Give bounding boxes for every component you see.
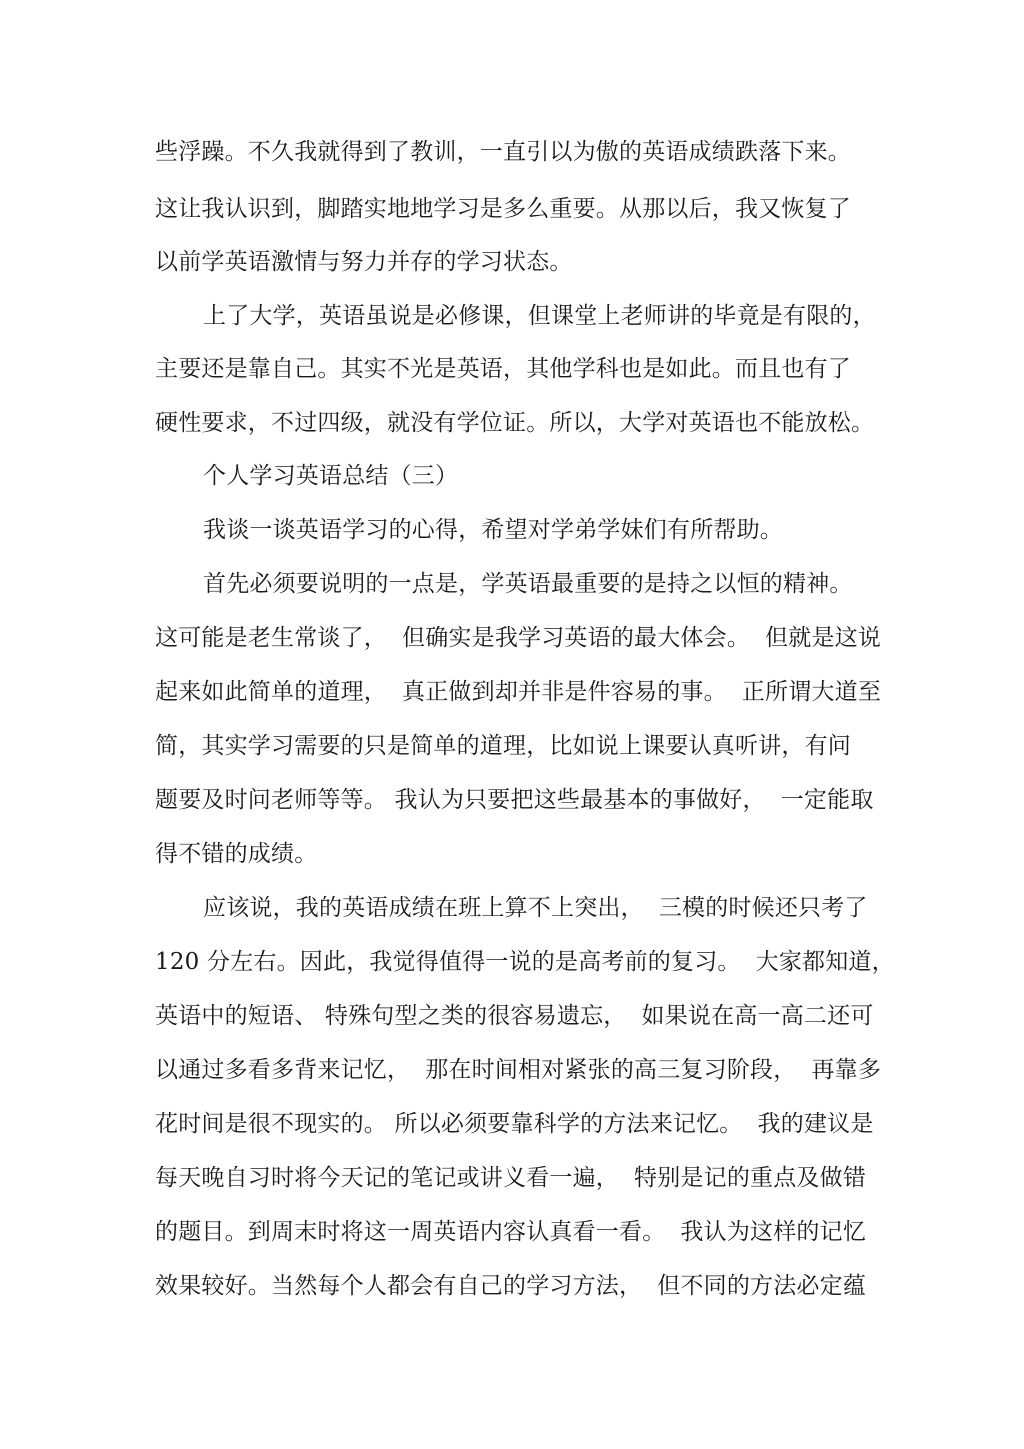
text-line: 120 分左右。因此，我觉得值得一说的是高考前的复习。 大家都知道， [155, 949, 895, 975]
paragraph-start-line: 我谈一谈英语学习的心得，希望对学弟学妹们有所帮助。 [203, 517, 783, 543]
text-line: 起来如此简单的道理， 真正做到却并非是件容易的事。 正所谓大道至 [155, 679, 882, 705]
text-line: 简，其实学习需要的只是简单的道理，比如说上课要认真听讲，有问 [155, 733, 851, 759]
text-line: 硬性要求，不过四级，就没有学位证。所以，大学对英语也不能放松。 [155, 410, 875, 436]
text-line: 英语中的短语、 特殊句型之类的很容易遗忘， 如果说在高一高二还可 [155, 1003, 874, 1029]
text-line: 这可能是老生常谈了， 但确实是我学习英语的最大体会。 但就是这说 [155, 625, 882, 651]
text-line: 效果较好。当然每个人都会有自己的学习方法， 但不同的方法必定蕴 [155, 1273, 867, 1299]
paragraph-start-line: 应该说，我的英语成绩在班上算不上突出， 三模的时候还只考了 [203, 895, 868, 921]
text-line: 这让我认识到，脚踏实地地学习是多么重要。从那以后，我又恢复了 [155, 196, 851, 222]
section-heading: 个人学习英语总结（三） [203, 463, 459, 489]
text-line: 些浮躁。不久我就得到了教训，一直引以为傲的英语成绩跌落下来。 [155, 139, 851, 165]
paragraph-start-line: 首先必须要说明的一点是，学英语最重要的是持之以恒的精神。 [203, 571, 853, 597]
text-line: 每天晚自习时将今天记的笔记或讲义看一遍， 特别是记的重点及做错 [155, 1165, 867, 1191]
text-line: 花时间是很不现实的。 所以必须要靠科学的方法来记忆。 我的建议是 [155, 1111, 874, 1137]
text-line: 以通过多看多背来记忆， 那在时间相对紧张的高三复习阶段， 再靠多 [155, 1057, 882, 1083]
text-line: 以前学英语激情与努力并存的学习状态。 [155, 249, 573, 275]
text-line: 题要及时问老师等等。 我认为只要把这些最基本的事做好， 一定能取 [155, 787, 874, 813]
paragraph-start-line: 上了大学，英语虽说是必修课，但课堂上老师讲的毕竟是有限的， [203, 303, 876, 329]
text-line: 的题目。到周末时将这一周英语内容认真看一看。 我认为这样的记忆 [155, 1219, 867, 1245]
text-line: 得不错的成绩。 [155, 841, 318, 867]
text-line: 主要还是靠自己。其实不光是英语，其他学科也是如此。而且也有了 [155, 356, 851, 382]
